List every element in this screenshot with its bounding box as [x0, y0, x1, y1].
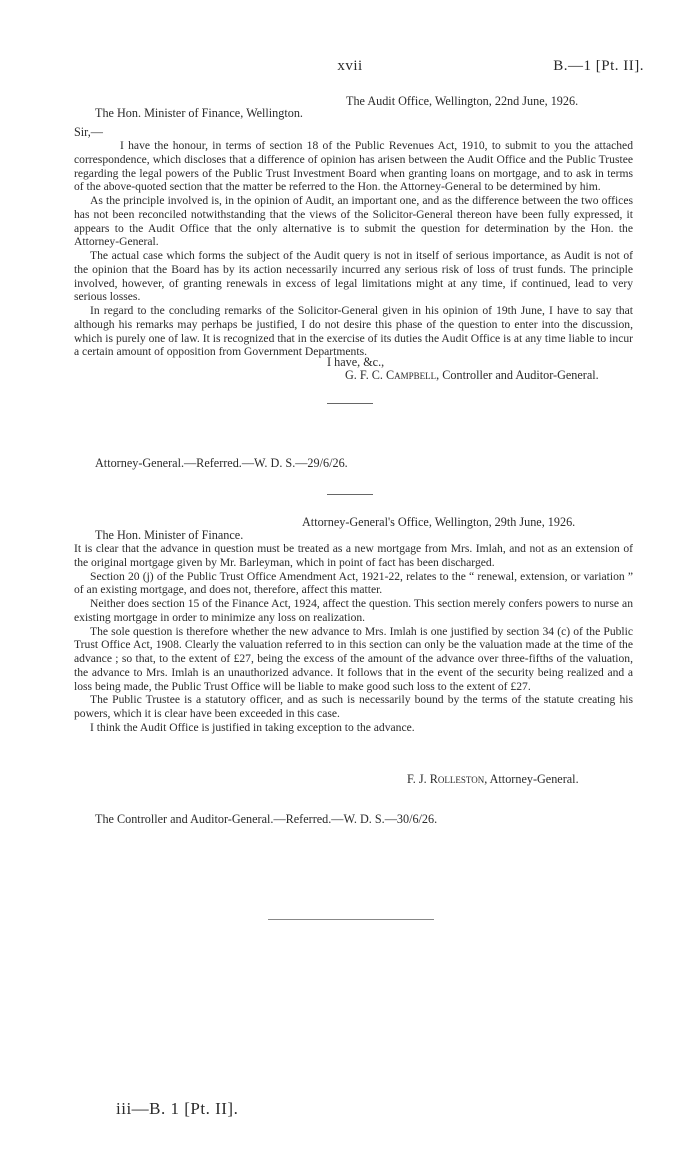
section-divider: [327, 494, 373, 495]
referral-minute: The Controller and Auditor-General.—Referred.—W. D. S.—30/6/26.: [95, 812, 438, 826]
letter2-paragraph: The Public Trustee is a statutory officer, and as such is necessarily bound by the terms of the statute creating his powers, which it is clear have been exceeded in this case.: [74, 693, 633, 720]
section-divider: [327, 403, 373, 404]
end-rule: [268, 919, 434, 920]
signature-title: , Attorney-General.: [484, 772, 579, 786]
letter2-signature: [407, 772, 579, 787]
letter2-paragraph: I think the Audit Office is justified in taking exception to the advance.: [90, 720, 415, 734]
letter1-paragraph: In regard to the concluding remarks of the Solicitor-General given in his opinion of 19th June, I have to say that although his remarks may perhaps be justified, I do not desire this phase of the question to enter into the discussion, which is purely one of law. It is recognized that in the exercise of its duties the Audit Office is at any time liable to incur a certain amount of opposition from Government Departments.: [74, 304, 633, 359]
signature-name: G. F. C. Campbell: [345, 368, 437, 382]
letter1-paragraph: I have the honour, in terms of section 18 of the Public Revenues Act, 1910, to submit to you the attached correspondence, which discloses that a difference of opinion has arisen between the Audit Office and the Public Trustee regarding the legal powers of the Public Trust Investment Board when granting loans on mortgage, and to ask in terms of the above-quoted section that the matter be referred to the Hon. the Attorney-General to be determined by him.: [74, 139, 633, 194]
document-reference: B.—1 [Pt. II].: [553, 58, 644, 74]
letter2-paragraph: Section 20 (j) of the Public Trust Office Amendment Act, 1921-22, relates to the “ renewal, extension, or variation ” of an existing mortgage, and does not, therefore, affect this matter.: [74, 569, 633, 597]
page-number: xvii: [337, 58, 363, 74]
letter2-paragraph: Neither does section 15 of the Finance Act, 1924, affect the question. This section merely confers powers to nurse an existing mortgage in order to minimize any loss on realization.: [74, 597, 633, 624]
letter1-place-date: The Audit Office, Wellington, 22nd June, 1926.: [346, 94, 579, 108]
letter2-paragraph: It is clear that the advance in question must be treated as a new mortgage from Mrs. Imlah, and not as an extension of the original mortgage given by Mr. Barleyman, which in point of fact has been discharged.: [74, 542, 633, 569]
letter2-addressee: The Hon. Minister of Finance.: [95, 528, 244, 542]
letter2-paragraph: The sole question is therefore whether the new advance to Mrs. Imlah is one justified by section 34 (c) of the Public Trust Office Act, 1908. Clearly the valuation referred to in this section can only be the valuation made at the time of the advance ; so that, to the extent of £27, being the excess of the amount of the advance over three-fifths of the valuation, the advance to Mrs. Imlah is an unauthorized advance. It follows that in the event of the security being realized and a loss being made, the Public Trust Office will be liable to make good such loss to the extent of £27.: [74, 624, 633, 693]
letter2-place-date: Attorney-General's Office, Wellington, 29th June, 1926.: [302, 515, 576, 529]
letter2-body: [74, 542, 633, 735]
letter1-paragraph: The actual case which forms the subject of the Audit query is not in itself of serious importance, as Audit is not of the opinion that the Board has by its action necessarily incurred any serious risk of loss of trust funds. The principle involved, however, of granting renewals in excess of legal limitations might at any time, if continued, lead to very serious losses.: [74, 249, 633, 304]
letter1-paragraph: As the principle involved is, in the opinion of Audit, an important one, and as the difference between the two offices has not been reconciled notwithstanding that the views of the Solicitor-General thereon have been fully expressed, it appears to the Audit Office that the only alternative is to submit the question for determination by the Hon. the Attorney-General.: [74, 194, 633, 249]
letter1-addressee: The Hon. Minister of Finance, Wellington.: [95, 106, 303, 120]
footer-reference: iii—B. 1 [Pt. II].: [116, 1099, 239, 1118]
signature-title: , Controller and Auditor-General.: [436, 368, 599, 382]
letter1-signature: [345, 368, 599, 383]
letter1-salutation: Sir,—: [74, 125, 103, 139]
letter1-closing: I have, &c.,: [327, 355, 385, 369]
letter1-body: [74, 139, 633, 359]
signature-name: F. J. Rolleston: [407, 772, 485, 786]
referral-minute: Attorney-General.—Referred.—W. D. S.—29/6/26.: [95, 456, 348, 470]
